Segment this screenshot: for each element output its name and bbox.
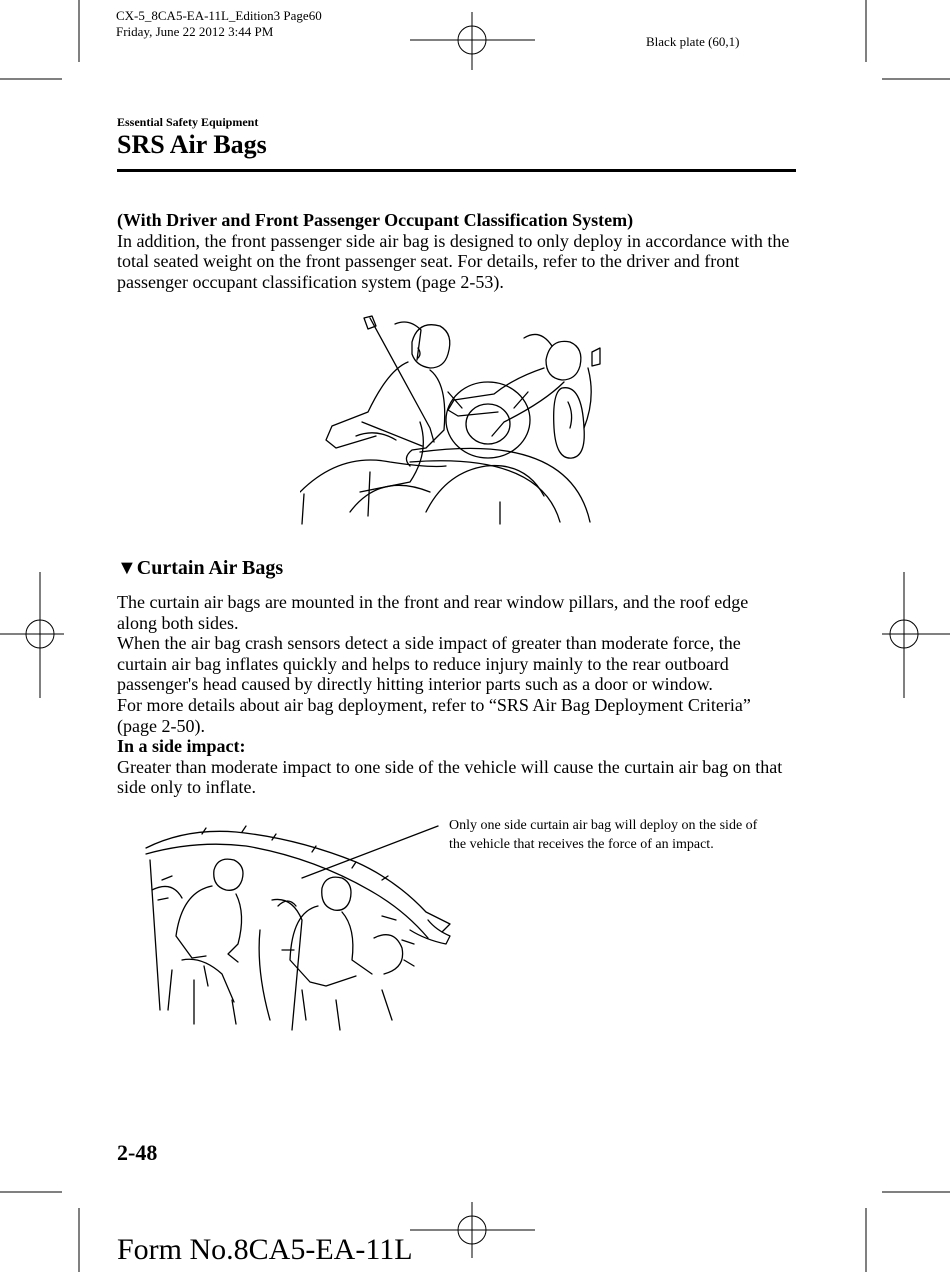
registration-mark-right	[882, 572, 950, 698]
file-info: CX-5_8CA5-EA-11L_Edition3 Page60	[116, 8, 322, 23]
side-impact-heading: In a side impact:	[117, 736, 246, 757]
triangle-marker-icon: ▼	[117, 557, 137, 579]
section-label: Essential Safety Equipment	[117, 115, 259, 129]
curtain-heading	[117, 557, 283, 580]
occupant-classification-heading: (With Driver and Front Passenger Occupant Classification System)	[117, 210, 634, 230]
page-title: SRS Air Bags	[117, 130, 267, 159]
date-info: Friday, June 22 2012 3:44 PM	[116, 24, 274, 39]
front-seat-occupants-illustration	[300, 312, 612, 530]
curtain-heading-text: Curtain Air Bags	[136, 557, 284, 579]
title-rule	[117, 169, 796, 172]
plate-info: Black plate (60,1)	[646, 34, 740, 49]
curtain-paragraph: For more details about air bag deployment, refer to “SRS Air Bag Deployment Criteria” (page 2-50).	[117, 694, 751, 736]
curtain-body	[117, 592, 787, 798]
registration-mark-bottom	[410, 1202, 535, 1258]
registration-mark-left	[0, 572, 64, 698]
curtain-airbag-illustration	[142, 820, 454, 1040]
curtain-callout: Only one side curtain air bag will deploy on the side of the vehicle that receives the force of an impact.	[449, 818, 758, 852]
registration-mark-top	[410, 12, 535, 70]
page-number: 2-48	[117, 1140, 158, 1165]
form-number: Form No.8CA5-EA-11L	[117, 1233, 413, 1266]
occupant-classification-body: In addition, the front passenger side air bag is designed to only deploy in accordance with the total seated weight on the front passenger seat. For details, refer to the driver and front passenger occupant classification system (page 2-53).	[117, 230, 790, 292]
curtain-paragraph: When the air bag crash sensors detect a side impact of greater than moderate force, the curtain air bag inflates quickly and helps to reduce injury mainly to the rear outboard passenger's head caused by directly hitting interior parts such as a door or window.	[117, 633, 741, 695]
occupant-classification-block	[117, 210, 797, 292]
curtain-paragraph: The curtain air bags are mounted in the front and rear window pillars, and the roof edge along both sides.	[117, 592, 749, 633]
side-impact-body: Greater than moderate impact to one side of the vehicle will cause the curtain air bag on that side only to inflate.	[117, 756, 783, 798]
